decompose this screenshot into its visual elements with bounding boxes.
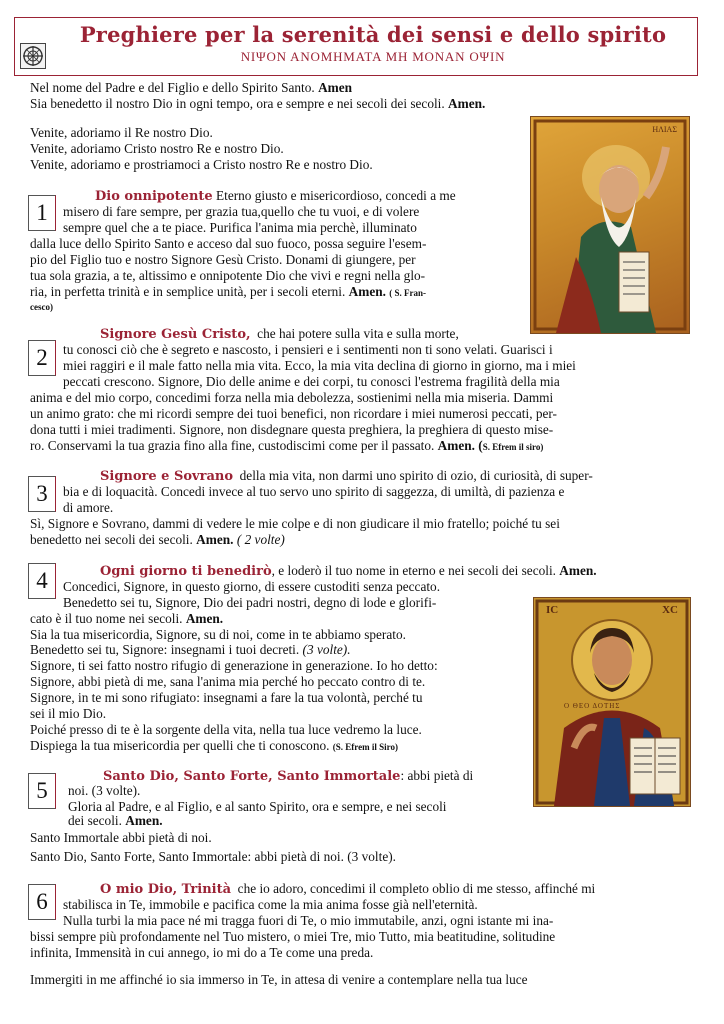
venite-line-2: Venite, adoriamo Cristo nostro Re e nostro Dio. [30, 141, 284, 156]
prayer-2-line-7 [30, 438, 543, 456]
prayer-6-line-2: Nulla turbi la mia pace né mi tragga fuori di Te, o mio immutabile, anzi, ogni istante mi ina- [63, 913, 554, 928]
prayer-4-amen-1: Amen. [185, 611, 224, 626]
intro-invocation: Nel nome del Padre e del Figlio e dello Spirito Santo. [30, 80, 315, 95]
prayer-3-line-2: di amore. [63, 500, 114, 515]
prayer-5-line-5: Santo Dio, Santo Forte, Santo Immortale: abbi pietà di noi. (3 volte). [30, 849, 396, 864]
christ-label: Ο ΘΕΟ ΔΟΤΗΣ [564, 702, 621, 710]
prayer-5-heading: Santo Dio, Santo Forte, Santo Immortale [103, 769, 401, 784]
prayer-3-note: ( 2 volte) [236, 532, 285, 547]
intro-blessing: Sia benedetto il nostro Dio in ogni tempo, ora e sempre e nei secoli dei secoli. [30, 96, 445, 111]
prayer-5-amen: Amen. [125, 813, 163, 828]
prayer-1-line-2: sempre quel che a te piace. Purifica l'anima mia perchè, illuminato [63, 220, 417, 235]
prayer-4-text-5: Benedetto sei tu, Signore: insegnami i tuoi decreti. [30, 642, 300, 657]
prayer-3-line-1: bia e di loquacità. Concedi invece al tuo servo uno spirito di saggezza, di umiltà, di pazienza e [63, 484, 565, 499]
prayer-2-line-5: un animo grato: che mi ricordi sempre dei tuoi benefici, non ricordare i miei numerosi peccati, per- [30, 406, 557, 421]
page-subtitle: ΝΙΨΟΝ ΑΝΟΜΗΜΑΤΑ ΜΗ ΜΟΝΑΝ ΟΨΙΝ [240, 49, 506, 64]
prayer-6-line-4: infinita, Immensità in cui annego, io mi do a Te come una preda. [30, 945, 374, 960]
prayer-5-line-3 [68, 813, 163, 829]
prayer-6-heading: O mio Dio, Trinità [100, 882, 232, 897]
prayer-6-line-5: Immergiti in me affinché io sia immerso in Te, in attesa di venire a contemplare nella tua luce [30, 972, 528, 987]
prayer-2-amen: Amen. ( [437, 438, 483, 453]
prayer-number-1: 1 [28, 195, 56, 231]
prayer-4-amen-0: Amen. [559, 563, 597, 578]
prayer-number-5: 5 [28, 773, 56, 809]
prayer-number-3: 3 [28, 476, 56, 512]
prayer-3-line-0 [100, 468, 593, 485]
prayer-2-line-6: dona tutti i miei tradimenti. Signore, non disdegnare questa preghiera, la preghiera di questo mise- [30, 422, 554, 437]
prayer-1-line-4: pio del Figlio tuo e nostro Signore Gesù Cristo. Donami di giungere, per [30, 252, 416, 267]
intro-line-1 [30, 80, 352, 96]
prayer-3-line-4 [30, 532, 285, 548]
prayer-5-line-0 [103, 768, 473, 785]
prayer-4-line-3 [30, 611, 223, 627]
prayer-4-note: (3 volte). [302, 642, 351, 657]
prayer-1-heading: Dio onnipotente [95, 189, 213, 204]
prayer-3-amen: Amen. [196, 532, 234, 547]
prayer-2-line-3: peccati crescono. Signore, Dio delle anime e dei corpi, tu conosci l'estrema fragilità della mia [63, 374, 560, 389]
prayer-1-attribution-b: cesco) [30, 302, 53, 312]
prayer-5-text-3: dei secoli. [68, 813, 122, 828]
prayer-2-line-0 [100, 326, 459, 343]
prayer-number-4: 4 [28, 563, 56, 599]
prayer-4-line-4: Sia la tua misericordia, Signore, su di noi, come in te abbiamo sperato. [30, 627, 406, 642]
prayer-3-text-0: della mia vita, non darmi uno spirito di ozio, di curiosità, di super- [239, 468, 593, 483]
prayer-number-2: 2 [28, 340, 56, 376]
prayer-5-line-2: Gloria al Padre, e al Figlio, e al santo Spirito, ora e sempre, e nei secoli [68, 799, 447, 814]
prayer-4-line-2: Benedetto sei tu, Signore, Dio dei padri nostri, degno di lode e glorifi- [63, 595, 437, 610]
prayer-4-attribution: (S. Efrem il Siro) [332, 742, 398, 752]
prayer-1-amen: Amen. [348, 284, 386, 299]
prophet-icon-image [530, 116, 690, 334]
venite-line-1: Venite, adoriamo il Re nostro Dio. [30, 125, 213, 140]
prayer-4-heading: Ogni giorno ti benedirò [100, 564, 272, 579]
prayer-2-line-2: miei raggiri e il male fatto nella mia vita. Ecco, la mia vita declina di giorno in giorno, ma i miei [63, 358, 576, 373]
prayer-2-line-4: anima e del mio corpo, concedimi forza nella mia debolezza, sostienimi nella mia miseria. Dammi [30, 390, 554, 405]
prayer-4-line-0 [100, 563, 597, 580]
prayer-1-text-0: Eterno giusto e misericordioso, concedi a me [216, 188, 456, 203]
intro-amen-1: Amen [318, 80, 353, 95]
prayer-4-line-8: Signore, in te mi sono rifugiato: insegnami a fare la tua volontà, perché tu [30, 690, 423, 705]
prayer-2-text-7: ro. Conservami la tua grazia fino alla fine, custodiscimi come per il passato. [30, 438, 435, 453]
prayer-5-text-0: : abbi pietà di [400, 768, 474, 783]
prayer-2-attribution: S. Efrem il siro) [482, 442, 544, 452]
intro-line-2 [30, 96, 485, 112]
prayer-4-line-10: Poiché presso di te è la sorgente della vita, nella tua luce vedremo la luce. [30, 722, 422, 737]
christ-pantocrator-icon-image [533, 597, 691, 807]
page-title: Preghiere per la serenità dei sensi e dello spirito [79, 22, 667, 47]
prayer-1-text-6: ria, in perfetta trinità e in semplice unità, per i secoli eterni. [30, 284, 346, 299]
prayer-1-line-0 [95, 188, 456, 205]
prayer-3-text-4: benedetto nei secoli dei secoli. [30, 532, 193, 547]
prayer-2-line-1: tu conosci ciò che è segreto e nascosto, i pensieri e i sentimenti non ti sono velati. Guarisci i [63, 342, 553, 357]
prophet-caption: ΗΛΙΑΣ [652, 125, 677, 134]
prayer-1-line-1: misero di fare sempre, per grazia tua,quello che tu vuoi, e di volere [63, 204, 420, 219]
prayer-4-line-5 [30, 642, 351, 658]
prayer-6-text-0: che io adoro, concedimi il completo oblio di me stesso, affinché mi [237, 881, 596, 896]
venite-line-3: Venite, adoriamo e prostriamoci a Cristo nostro Re e nostro Dio. [30, 157, 373, 172]
prayer-4-line-1: Concedici, Signore, in questo giorno, di essere custoditi senza peccato. [63, 579, 441, 594]
christ-monogram-left: IC [546, 604, 559, 616]
prayer-3-line-3: Sì, Signore e Sovrano, dammi di vedere le mie colpe e di non giudicare il mio fratello; poiché tu sei [30, 516, 560, 531]
prayer-5-line-1: noi. (3 volte). [68, 783, 141, 798]
christ-monogram-right: XC [662, 604, 678, 616]
prayer-4-line-7: Signore, abbi pietà di me, sana l'anima mia perché ho peccato contro di te. [30, 674, 426, 689]
page-header [14, 17, 698, 76]
prayer-6-line-3: bissi sempre più profondamente nel Tuo mistero, o miei Tre, mio Tutto, mia beatitudine, solitudine [30, 929, 556, 944]
prayer-number-6: 6 [28, 884, 56, 920]
prayer-4-text-11: Dispiega la tua misericordia per quelli che ti conoscono. [30, 738, 330, 753]
prayer-1-line-6 [30, 284, 426, 302]
prayer-4-line-11 [30, 738, 398, 756]
prayer-1-line-3: dalla luce dello Spirito Santo e acceso dal suo fuoco, possa seguire l'esem- [30, 236, 427, 251]
prayer-3-heading: Signore e Sovrano [100, 469, 233, 484]
cross-emblem-icon [20, 43, 46, 69]
intro-amen-2: Amen. [448, 96, 486, 111]
prayer-4-line-9: sei il mio Dio. [30, 706, 107, 721]
prayer-6-line-1: stabilisca in Te, immobile e pacifica come la mia anima fosse già nell'eternità. [63, 897, 478, 912]
prayer-4-text-3: cato è il tuo nome nei secoli. [30, 611, 183, 626]
prayer-5-line-4: Santo Immortale abbi pietà di noi. [30, 830, 212, 845]
prayer-2-text-0: che hai potere sulla vita e sulla morte, [257, 326, 459, 341]
prayer-6-line-0 [100, 881, 595, 898]
prayer-1-line-5: tua sola grazia, a te, altissimo e onnipotente Dio che vivi e regni nella glo- [30, 268, 426, 283]
prayer-2-heading: Signore Gesù Cristo, [100, 327, 251, 342]
prayer-4-line-6: Signore, ti sei fatto nostro rifugio di generazione in generazione. Io ho detto: [30, 658, 438, 673]
prayer-4-text-0: , e loderò il tuo nome in eterno e nei secoli dei secoli. [271, 563, 556, 578]
prayer-1-attribution-a: ( S. Fran- [389, 288, 427, 298]
